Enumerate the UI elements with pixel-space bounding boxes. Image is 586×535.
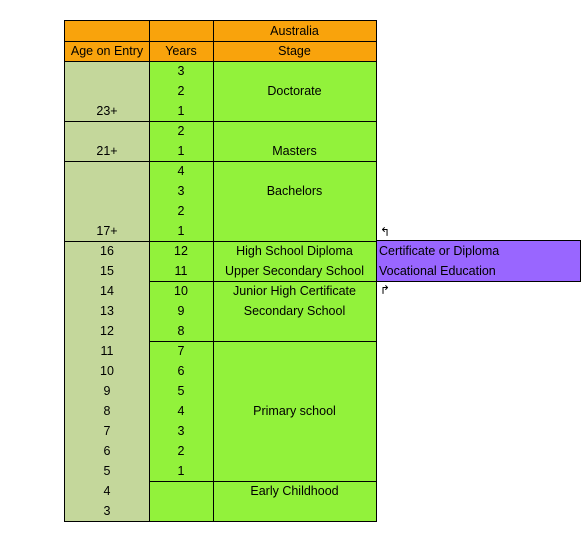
age-cell: 13: [100, 304, 114, 318]
years-cell: 12: [174, 244, 188, 258]
years-cell: 4: [177, 404, 185, 418]
years-cell: 6: [177, 364, 185, 378]
divider-after-masters: [64, 161, 377, 162]
years-cell: 1: [177, 464, 185, 478]
bracket-arrow-icon: ↱: [380, 283, 391, 297]
stage-doctorate: Doctorate: [267, 84, 322, 98]
years-cell: 3: [177, 64, 185, 78]
age-cell: 12: [100, 324, 114, 338]
years-cell: 2: [177, 124, 185, 138]
header-age-on-entry: Age on Entry: [65, 41, 149, 61]
years-cell: 1: [177, 144, 185, 158]
age-cell: 23+: [96, 104, 118, 118]
header-country: Australia: [213, 21, 376, 41]
age-cell: 9: [103, 384, 111, 398]
header-blank-age: [65, 21, 149, 41]
stage-secondary-school: Secondary School: [243, 304, 346, 318]
header-years: Years: [149, 41, 213, 61]
stage-bachelors: Bachelors: [266, 184, 323, 198]
years-cell: 3: [177, 424, 185, 438]
bracket-arrow-icon: ↰: [380, 225, 391, 239]
years-cell: 8: [177, 324, 185, 338]
age-cell: 6: [103, 444, 111, 458]
age-cell: 11: [100, 344, 114, 358]
stage-high-school-diploma: High School Diploma: [236, 244, 353, 258]
years-cell: 9: [177, 304, 185, 318]
years-cell: 2: [177, 84, 185, 98]
vocational-line2: Vocational Education: [379, 264, 496, 278]
years-cell: 11: [174, 264, 188, 278]
years-cell: 2: [177, 204, 185, 218]
divider-after-doctorate: [64, 121, 377, 122]
age-cell: 8: [103, 404, 111, 418]
years-cell: 10: [174, 284, 188, 298]
stage-upper-secondary: Upper Secondary School: [225, 264, 364, 278]
header-row-divider: [64, 41, 377, 42]
years-cell: 3: [177, 184, 185, 198]
age-cell: 14: [100, 284, 114, 298]
age-cell: 17+: [96, 224, 118, 238]
vocational-line1: Certificate or Diploma: [379, 244, 500, 258]
age-cell: 3: [103, 504, 111, 518]
years-cell: 5: [177, 384, 185, 398]
years-cell: 1: [177, 224, 185, 238]
header-blank-years: [149, 21, 213, 41]
stage-early-childhood: Early Childhood: [250, 484, 339, 498]
age-cell: 10: [100, 364, 114, 378]
age-cell: 16: [100, 244, 114, 258]
age-cell: 15: [100, 264, 114, 278]
years-cell: 1: [177, 104, 185, 118]
stage-primary: Primary school: [253, 404, 336, 418]
age-cell: 21+: [96, 144, 118, 158]
years-cell: 2: [177, 444, 185, 458]
header-bottom-divider: [64, 61, 377, 62]
age-cell: 4: [103, 484, 111, 498]
years-cell: 4: [177, 164, 185, 178]
age-cell: 7: [103, 424, 111, 438]
header-stage: Stage: [213, 41, 376, 61]
age-cell: 5: [103, 464, 111, 478]
stage-masters: Masters: [272, 144, 317, 158]
stage-junior-high: Junior High Certificate: [233, 284, 356, 298]
years-cell: 7: [177, 344, 185, 358]
